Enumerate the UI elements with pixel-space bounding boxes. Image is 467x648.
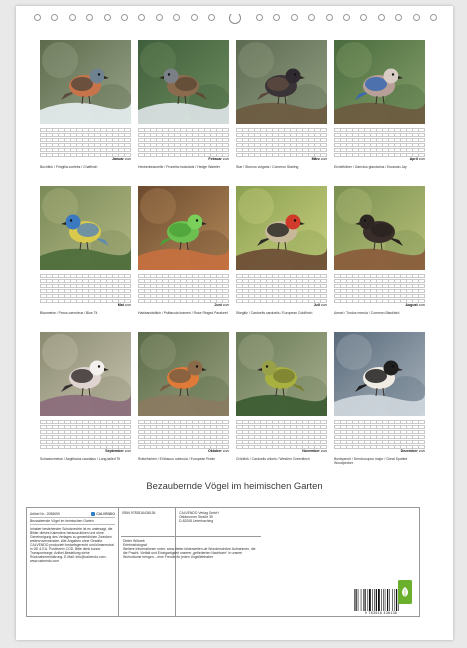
binding-ring <box>256 14 263 21</box>
calendar-week-row <box>40 148 131 152</box>
calendar-week-row <box>40 289 131 293</box>
month-10 <box>138 332 229 461</box>
month-name: August 2025 <box>405 303 425 307</box>
calendar-week-row <box>236 148 327 152</box>
barcode-bar <box>363 589 364 611</box>
calendar-week-row <box>138 279 229 283</box>
author-description: Weitere Informationen unter: www.dieter-bilderwelten.de Wunderschöne Aufnahmen, die die Pracht, Vielfalt und Einzigartigkeit unserer „gefiederten Nachbarn“ in unsere Wohnräume bringen – eine Freude für jeden Vogelliebhaber <box>123 547 256 559</box>
bird-photo <box>334 40 425 124</box>
calendar-week-row <box>334 430 425 434</box>
binding-ring <box>191 14 198 21</box>
barcode-bar <box>376 589 377 611</box>
calendar-day-grid <box>40 420 131 448</box>
starling-photo <box>236 40 327 124</box>
calendar-week-row <box>138 274 229 278</box>
bluetit-photo <box>40 186 131 270</box>
calendar-week-row <box>236 274 327 278</box>
calendar-week-row <box>236 128 327 132</box>
calendar-week-row <box>236 440 327 444</box>
bird-caption: Buchfink / Fringilla coelebs / Chaffinch <box>40 165 98 169</box>
calendar-week-row <box>334 133 425 137</box>
binding-ring <box>208 14 215 21</box>
binding-ring <box>86 14 93 21</box>
calendar-day-grid <box>138 128 229 156</box>
calendar-week-row <box>40 294 131 298</box>
bird-photo <box>236 186 327 270</box>
month-name: Februar 2025 <box>208 157 229 161</box>
binding-ring <box>34 14 41 21</box>
calendar-week-row <box>236 294 327 298</box>
binding-ring <box>360 14 367 21</box>
calendar-week-row <box>138 138 229 142</box>
binding-ring <box>173 14 180 21</box>
calendar-week-row <box>138 420 229 424</box>
jay-photo <box>334 40 425 124</box>
publisher-street: Ottobrunner Straße 39 <box>179 515 213 519</box>
barcode-bar <box>378 589 380 611</box>
month-name: März 2025 <box>311 157 327 161</box>
calendar-week-row <box>40 138 131 142</box>
month-name: Oktober 2025 <box>207 449 229 453</box>
bird-photo <box>138 186 229 270</box>
calendar-day-grid <box>236 274 327 302</box>
month-name: September 2025 <box>105 449 131 453</box>
barcode-bar <box>368 589 369 611</box>
calendar-week-row <box>334 274 425 278</box>
chaffinch-photo <box>40 40 131 124</box>
bird-photo <box>40 186 131 270</box>
robin-photo <box>138 332 229 416</box>
woodpecker-photo <box>334 332 425 416</box>
barcode-bar <box>385 589 386 611</box>
barcode-bar <box>365 589 366 611</box>
calendar-week-row <box>138 128 229 132</box>
spiral-binding <box>16 14 453 26</box>
calendar-week-row <box>236 420 327 424</box>
bird-photo <box>40 40 131 124</box>
calendar-week-row <box>236 425 327 429</box>
month-7 <box>236 186 327 315</box>
barcode-bar <box>361 589 362 611</box>
barcode-bar <box>369 589 371 611</box>
barcode-bar <box>354 589 355 611</box>
calendar-day-grid <box>236 128 327 156</box>
isbn: ISBN 9783516436136 <box>122 511 156 515</box>
month-9 <box>40 332 131 461</box>
calendar-week-row <box>40 425 131 429</box>
calendar-week-row <box>138 435 229 439</box>
longtailedtit-photo <box>40 332 131 416</box>
barcode-bar <box>358 589 359 611</box>
calendar-week-row <box>334 284 425 288</box>
calendar-week-row <box>40 284 131 288</box>
calendar-week-row <box>138 133 229 137</box>
publisher-name: CALVENDO Verlag GmbH <box>179 511 219 515</box>
calendar-day-grid <box>334 128 425 156</box>
calendar-week-row <box>40 430 131 434</box>
author-name: Dieter Wilczek <box>123 539 145 543</box>
blackbird-photo <box>334 186 425 270</box>
binding-ring <box>138 14 145 21</box>
calendar-week-row <box>138 425 229 429</box>
calendar-week-row <box>40 420 131 424</box>
bird-caption: Schwanzmeise / Aegithalos caudatus / Long-tailed Tit <box>40 457 121 461</box>
article-number: Artikel Nr.: 2058659 <box>30 512 60 516</box>
bird-photo <box>236 40 327 124</box>
calendar-week-row <box>40 435 131 439</box>
calendar-week-row <box>236 289 327 293</box>
month-5 <box>40 186 131 315</box>
month-name: Juni 2025 <box>214 303 229 307</box>
month-12 <box>334 332 425 465</box>
month-3 <box>236 40 327 169</box>
calendar-week-row <box>236 430 327 434</box>
barcode-bar <box>395 589 396 611</box>
month-name: April 2025 <box>409 157 425 161</box>
publisher-city: D-82008 Unterhaching <box>179 519 214 523</box>
bird-photo <box>138 332 229 416</box>
bird-caption: Star / Sturnus vulgaris / Common Starling <box>236 165 299 169</box>
goldfinch-photo <box>236 186 327 270</box>
month-name: November 2025 <box>302 449 327 453</box>
calendar-day-grid <box>138 420 229 448</box>
calendar-week-row <box>138 284 229 288</box>
binding-ring <box>326 14 333 21</box>
calendar-week-row <box>236 279 327 283</box>
barcode-bar <box>381 589 382 611</box>
bird-caption: Halsbandsittich / Psittacula krameri / Rose Ringed Parakeet <box>138 311 228 315</box>
calendar-week-row <box>334 143 425 147</box>
binding-ring <box>395 14 402 21</box>
calendar-day-grid <box>236 420 327 448</box>
calendar-week-row <box>334 420 425 424</box>
calendar-week-row <box>138 430 229 434</box>
calendar-week-row <box>334 289 425 293</box>
calendar-week-row <box>334 148 425 152</box>
barcode-bar <box>356 589 357 611</box>
binding-ring <box>121 14 128 21</box>
barcode-bar <box>389 589 390 611</box>
month-11 <box>236 332 327 461</box>
month-1 <box>40 40 131 169</box>
bird-caption: Heckenbraunelle / Prunella modularis / Hedge Warbler <box>138 165 220 169</box>
bird-photo <box>138 40 229 124</box>
barcode-digits: 9 783516 436136 <box>364 611 398 615</box>
calendar-week-row <box>138 148 229 152</box>
barcode-bar <box>383 589 384 611</box>
month-name: Dezember 2025 <box>400 449 425 453</box>
calendar-week-row <box>40 440 131 444</box>
month-name: Juli 2025 <box>313 303 327 307</box>
month-2 <box>138 40 229 169</box>
calendar-day-grid <box>138 274 229 302</box>
calendar-week-row <box>334 138 425 142</box>
binding-ring <box>378 14 385 21</box>
leaf-icon <box>400 586 410 598</box>
calendar-day-grid <box>334 420 425 448</box>
binding-ring <box>413 14 420 21</box>
calendar-week-row <box>236 133 327 137</box>
calendar-week-row <box>40 143 131 147</box>
calendar-week-row <box>138 294 229 298</box>
calendar-week-row <box>40 274 131 278</box>
eco-badge <box>398 580 412 604</box>
calvendo-logo-icon <box>91 512 95 516</box>
binding-ring <box>273 14 280 21</box>
calendar-week-row <box>138 289 229 293</box>
calendar-week-row <box>334 128 425 132</box>
calendar-week-row <box>40 133 131 137</box>
calendar-title: Bezaubernde Vögel im heimischen Garten <box>146 480 323 491</box>
calendar-week-row <box>334 294 425 298</box>
month-6 <box>138 186 229 315</box>
bird-photo <box>236 332 327 416</box>
calendar-week-row <box>236 435 327 439</box>
calendar-day-grid <box>40 274 131 302</box>
barcode-bar <box>372 589 373 611</box>
hanging-hook <box>229 12 241 24</box>
calendar-week-row <box>40 128 131 132</box>
calendar-day-grid <box>334 274 425 302</box>
calendar-day-grid <box>40 128 131 156</box>
author-block <box>121 536 261 561</box>
month-4 <box>334 40 425 169</box>
dunnock-photo <box>138 40 229 124</box>
barcode-bar <box>387 589 388 611</box>
calendar-week-row <box>236 138 327 142</box>
binding-ring <box>51 14 58 21</box>
bird-caption: Rotkehlchen / Erithacus rubecula / European Robin <box>138 457 216 461</box>
bird-caption: Stieglitz / Carduelis carduelis / European Goldfinch <box>236 311 313 315</box>
greenfinch-photo <box>236 332 327 416</box>
month-name: Januar 2025 <box>111 157 131 161</box>
bird-photo <box>40 332 131 416</box>
bird-caption: Eichelhäher / Garrulus glandarius / Eurasian Jay <box>334 165 407 169</box>
calendar-week-row <box>138 143 229 147</box>
binding-ring <box>308 14 315 21</box>
bird-photo <box>334 186 425 270</box>
calvendo-logo: CALVENDO <box>91 512 115 516</box>
bird-photo <box>334 332 425 416</box>
calendar-week-row <box>334 435 425 439</box>
calendar-week-row <box>334 279 425 283</box>
barcode-bar <box>392 589 393 611</box>
calendar-week-row <box>138 440 229 444</box>
binding-ring <box>430 14 437 21</box>
bird-caption: Grünfink / Carduelis chloris / Western Greenfinch <box>236 457 310 461</box>
binding-ring <box>343 14 350 21</box>
parakeet-photo <box>138 186 229 270</box>
calendar-week-row <box>236 284 327 288</box>
barcode-bar <box>374 589 375 611</box>
info-column-article <box>27 508 119 616</box>
calendar-week-row <box>40 279 131 283</box>
legal-text: Inhaber bestehender Schutzrechte ist es untersagt, die Bilder dieses Kalenders herauszulösen und ohne Genehmigung des Verlages zu gewerblichen Zwecken weiterzuverwenden. Alle Angaben ohne Gewähr. CALVENDO produziert bedarfsgerecht und klimaneutral in DE & EU. Positivrein COD. Bitte denk kurzer Transportwege. Artikel-Bestellung siehe Rücknahmeerklärung. E-Mail: info@calvendo.com - www.calvendo.com <box>30 527 114 563</box>
calendar-week-row <box>334 440 425 444</box>
binding-ring <box>69 14 76 21</box>
binding-ring <box>156 14 163 21</box>
month-name: Mai 2025 <box>117 303 131 307</box>
binding-ring <box>291 14 298 21</box>
month-8 <box>334 186 425 315</box>
binding-ring <box>104 14 111 21</box>
calendar-week-row <box>334 425 425 429</box>
bird-caption: Amsel / Turdus merula / Common Blackbird <box>334 311 400 315</box>
calendar-week-row <box>236 143 327 147</box>
bird-caption: Blaumeise / Parus caeruleus / Blue Tit <box>40 311 98 315</box>
bird-caption: Buntspecht / Dendrocopos major / Great Spotted Woodpecker <box>334 457 408 465</box>
product-title: Bezaubernde Vögel im heimischen Garten <box>30 518 115 525</box>
author-title: Erlebnisfotograf <box>123 543 147 547</box>
info-column-isbn <box>119 508 176 616</box>
info-column-publisher <box>176 508 290 616</box>
